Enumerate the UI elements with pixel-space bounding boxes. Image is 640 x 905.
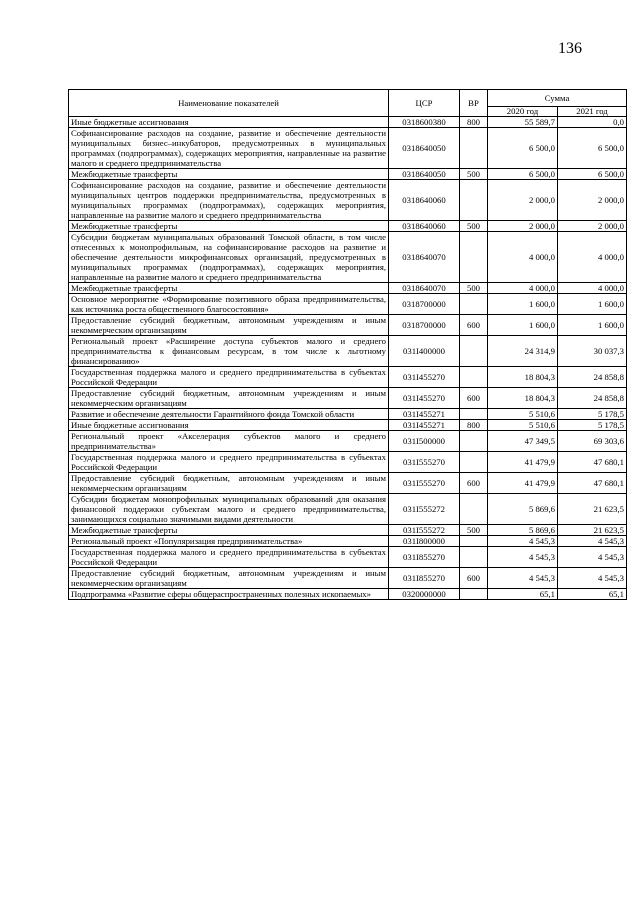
row-name: Субсидии бюджетам муниципальных образований Томской области, в том числе отнесенных к монопрофильным, на софинансирование расходов на развитие и обеспечение деятельности микрофинансовых организаций, предусмотренных в муниципальных программах (подпрограммах), содержащих мероприятия, направленные на развитие малого и среднего предпринимательства	[69, 232, 389, 283]
row-sum-2021: 24 858,8	[558, 388, 627, 409]
row-name: Региональный проект «Популяризация предпринимательства»	[69, 536, 389, 547]
row-csr: 0318640070	[389, 283, 460, 294]
row-sum-2021: 30 037,3	[558, 336, 627, 367]
header-csr: ЦСР	[389, 90, 460, 117]
row-vr	[460, 294, 488, 315]
row-name: Межбюджетные трансферты	[69, 525, 389, 536]
row-vr	[460, 367, 488, 388]
row-vr: 500	[460, 169, 488, 180]
table-row	[69, 367, 627, 388]
row-sum-2021: 6 500,0	[558, 128, 627, 169]
row-name: Межбюджетные трансферты	[69, 221, 389, 232]
row-sum-2021: 1 600,0	[558, 315, 627, 336]
row-csr: 031I855270	[389, 568, 460, 589]
row-vr: 800	[460, 420, 488, 431]
row-name: Предоставление субсидий бюджетным, автономным учреждениям и иным некоммерческим организациям	[69, 315, 389, 336]
row-sum-2020: 4 545,3	[488, 547, 558, 568]
table-row	[69, 525, 627, 536]
row-sum-2021: 47 680,1	[558, 473, 627, 494]
row-csr: 031I555272	[389, 525, 460, 536]
row-sum-2021: 0,0	[558, 117, 627, 128]
row-name: Софинансирование расходов на создание, развитие и обеспечение деятельности муниципальных бизнес–инкубаторов, предусмотренных в муниципальных программах (подпрограммах), содержащих мероприятия, направленные на развитие малого и среднего предпринимательства	[69, 128, 389, 169]
row-sum-2021: 5 178,5	[558, 420, 627, 431]
row-vr: 600	[460, 388, 488, 409]
table-row	[69, 431, 627, 452]
table-row	[69, 420, 627, 431]
row-vr: 600	[460, 568, 488, 589]
row-vr	[460, 536, 488, 547]
row-sum-2021: 6 500,0	[558, 169, 627, 180]
row-sum-2020: 41 479,9	[488, 452, 558, 473]
table-row	[69, 336, 627, 367]
row-csr: 031I555272	[389, 494, 460, 525]
row-sum-2020: 5 869,6	[488, 525, 558, 536]
row-vr	[460, 547, 488, 568]
row-sum-2020: 4 545,3	[488, 568, 558, 589]
row-csr: 031I455270	[389, 367, 460, 388]
row-name: Предоставление субсидий бюджетным, автономным учреждениям и иным некоммерческим организациям	[69, 568, 389, 589]
table-row	[69, 547, 627, 568]
row-name: Подпрограмма «Развитие сферы общераспространенных полезных ископаемых»	[69, 589, 389, 600]
row-sum-2021: 47 680,1	[558, 452, 627, 473]
row-name: Межбюджетные трансферты	[69, 283, 389, 294]
row-sum-2021: 2 000,0	[558, 221, 627, 232]
row-csr: 031I400000	[389, 336, 460, 367]
row-sum-2021: 1 600,0	[558, 294, 627, 315]
table-row	[69, 589, 627, 600]
row-sum-2020: 47 349,5	[488, 431, 558, 452]
table-row	[69, 180, 627, 221]
table-row	[69, 128, 627, 169]
row-sum-2021: 4 000,0	[558, 232, 627, 283]
row-sum-2020: 2 000,0	[488, 180, 558, 221]
row-name: Иные бюджетные ассигнования	[69, 420, 389, 431]
row-csr: 0318640070	[389, 232, 460, 283]
row-sum-2021: 2 000,0	[558, 180, 627, 221]
row-sum-2020: 4 545,3	[488, 536, 558, 547]
row-vr	[460, 409, 488, 420]
row-sum-2021: 4 545,3	[558, 536, 627, 547]
row-sum-2020: 41 479,9	[488, 473, 558, 494]
header-year-2020: 2020 год	[488, 107, 558, 117]
row-sum-2020: 18 804,3	[488, 367, 558, 388]
row-sum-2021: 24 858,8	[558, 367, 627, 388]
row-vr	[460, 452, 488, 473]
header-year-2021: 2021 год	[558, 107, 627, 117]
row-sum-2020: 5 869,6	[488, 494, 558, 525]
row-vr	[460, 336, 488, 367]
table-row	[69, 568, 627, 589]
row-sum-2020: 4 000,0	[488, 283, 558, 294]
row-name: Межбюджетные трансферты	[69, 169, 389, 180]
budget-table	[68, 89, 627, 600]
table-row	[69, 169, 627, 180]
table-row	[69, 536, 627, 547]
row-sum-2020: 5 510,6	[488, 409, 558, 420]
table-row	[69, 409, 627, 420]
row-csr: 0318640060	[389, 180, 460, 221]
row-csr: 031I455270	[389, 388, 460, 409]
table-row	[69, 232, 627, 283]
row-sum-2020: 6 500,0	[488, 169, 558, 180]
row-vr: 600	[460, 315, 488, 336]
row-vr	[460, 180, 488, 221]
row-name: Развитие и обеспечение деятельности Гарантийного фонда Томской области	[69, 409, 389, 420]
row-sum-2021: 4 545,3	[558, 547, 627, 568]
row-sum-2020: 1 600,0	[488, 315, 558, 336]
row-name: Софинансирование расходов на создание, развитие и обеспечение деятельности муниципальных центров поддержки предпринимательства, предусмотренных в муниципальных программах (подпрограммах), содержащих мероприятия, направленные на развитие малого и среднего предпринимательства	[69, 180, 389, 221]
table-row	[69, 294, 627, 315]
row-name: Субсидии бюджетам монопрофильных муниципальных образований для оказания финансовой поддержки субъектам малого и среднего предпринимательства, занимающихся социально значимыми видами деятельности	[69, 494, 389, 525]
row-vr: 600	[460, 473, 488, 494]
row-vr	[460, 232, 488, 283]
row-sum-2021: 5 178,5	[558, 409, 627, 420]
header-vr: ВР	[460, 90, 488, 117]
row-sum-2020: 24 314,9	[488, 336, 558, 367]
row-csr: 031I555270	[389, 473, 460, 494]
row-csr: 031I555270	[389, 452, 460, 473]
row-vr: 500	[460, 221, 488, 232]
row-name: Региональный проект «Расширение доступа субъектов малого и среднего предпринимательства к финансовым ресурсам, в том числе к льготному финансированию»	[69, 336, 389, 367]
row-sum-2020: 65,1	[488, 589, 558, 600]
table-row	[69, 388, 627, 409]
row-vr	[460, 128, 488, 169]
row-name: Предоставление субсидий бюджетным, автономным учреждениям и иным некоммерческим организациям	[69, 473, 389, 494]
row-vr	[460, 589, 488, 600]
row-name: Государственная поддержка малого и среднего предпринимательства в субъектах Российской Федерации	[69, 367, 389, 388]
row-sum-2021: 65,1	[558, 589, 627, 600]
table-row	[69, 494, 627, 525]
row-csr: 0318640050	[389, 169, 460, 180]
table-row	[69, 283, 627, 294]
row-sum-2020: 55 589,7	[488, 117, 558, 128]
row-csr: 031I855270	[389, 547, 460, 568]
row-sum-2021: 69 303,6	[558, 431, 627, 452]
header-name: Наименование показателей	[69, 90, 389, 117]
row-vr	[460, 494, 488, 525]
row-csr: 031I800000	[389, 536, 460, 547]
table-row	[69, 473, 627, 494]
row-sum-2021: 4 000,0	[558, 283, 627, 294]
table-row	[69, 221, 627, 232]
row-sum-2021: 21 623,5	[558, 494, 627, 525]
row-sum-2020: 4 000,0	[488, 232, 558, 283]
row-vr	[460, 431, 488, 452]
header-sum: Сумма	[488, 90, 627, 107]
row-csr: 031I455271	[389, 409, 460, 420]
row-name: Региональный проект «Акселерация субъектов малого и среднего предпринимательства»	[69, 431, 389, 452]
table-row	[69, 117, 627, 128]
row-vr: 800	[460, 117, 488, 128]
row-name: Основное мероприятие «Формирование позитивного образа предпринимательства, как источника роста общественного благосостояния»	[69, 294, 389, 315]
row-csr: 0320000000	[389, 589, 460, 600]
page-number: 136	[558, 40, 582, 57]
row-sum-2020: 6 500,0	[488, 128, 558, 169]
row-csr: 0318640060	[389, 221, 460, 232]
row-sum-2020: 5 510,6	[488, 420, 558, 431]
row-sum-2020: 2 000,0	[488, 221, 558, 232]
row-name: Государственная поддержка малого и среднего предпринимательства в субъектах Российской Федерации	[69, 547, 389, 568]
row-sum-2020: 1 600,0	[488, 294, 558, 315]
row-csr: 0318600380	[389, 117, 460, 128]
row-sum-2021: 21 623,5	[558, 525, 627, 536]
table-body	[69, 117, 627, 600]
row-sum-2021: 4 545,3	[558, 568, 627, 589]
table-row	[69, 452, 627, 473]
row-csr: 0318700000	[389, 315, 460, 336]
row-csr: 031I500000	[389, 431, 460, 452]
row-name: Иные бюджетные ассигнования	[69, 117, 389, 128]
row-vr: 500	[460, 525, 488, 536]
table-row	[69, 315, 627, 336]
row-csr: 0318640050	[389, 128, 460, 169]
row-csr: 031I455271	[389, 420, 460, 431]
row-name: Предоставление субсидий бюджетным, автономным учреждениям и иным некоммерческим организациям	[69, 388, 389, 409]
row-vr: 500	[460, 283, 488, 294]
row-csr: 0318700000	[389, 294, 460, 315]
row-sum-2020: 18 804,3	[488, 388, 558, 409]
row-name: Государственная поддержка малого и среднего предпринимательства в субъектах Российской Федерации	[69, 452, 389, 473]
